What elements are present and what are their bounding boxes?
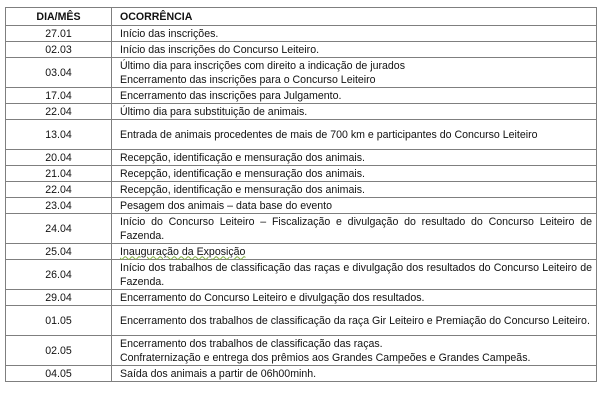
occurrence-text: Confraternização e entrega dos prêmios aos Grandes Campeões e Grandes Campeãs.	[120, 351, 531, 364]
row-date: 02.03	[6, 42, 112, 58]
table-row	[6, 366, 597, 382]
row-date: 25.04	[6, 244, 112, 260]
occurrence-text: Inauguração da Exposição	[120, 245, 246, 258]
row-occurrence	[112, 42, 597, 58]
row-occurrence	[112, 214, 597, 244]
table-row	[6, 88, 597, 104]
date-column-header: DIA/MÊS	[6, 8, 112, 26]
table-row	[6, 120, 597, 150]
table-row	[6, 306, 597, 336]
table-row	[6, 150, 597, 166]
occurrence-text: Início do Concurso Leiteiro – Fiscalização e divulgação do resultado do Concurso Leiteiro de Fazenda.	[120, 215, 592, 242]
row-occurrence	[112, 166, 597, 182]
row-date: 04.05	[6, 366, 112, 382]
row-occurrence	[112, 244, 597, 260]
row-date: 21.04	[6, 166, 112, 182]
row-occurrence	[112, 290, 597, 306]
table-row	[6, 260, 597, 290]
occurrence-text: Encerramento dos trabalhos de classificação da raça Gir Leiteiro e Premiação do Concurso Leiteiro.	[120, 314, 590, 327]
table-row	[6, 26, 597, 42]
row-date: 03.04	[6, 58, 112, 88]
row-occurrence	[112, 260, 597, 290]
row-date: 27.01	[6, 26, 112, 42]
row-date: 22.04	[6, 182, 112, 198]
table-header-row	[6, 8, 597, 26]
row-occurrence	[112, 366, 597, 382]
table-row	[6, 42, 597, 58]
occurrence-text: Encerramento dos trabalhos de classificação das raças.	[120, 337, 383, 350]
row-date: 24.04	[6, 214, 112, 244]
row-occurrence	[112, 182, 597, 198]
table-row	[6, 104, 597, 120]
row-date: 17.04	[6, 88, 112, 104]
occurrence-text: Encerramento das inscrições para o Concurso Leiteiro	[120, 73, 376, 86]
occurrence-text: Pesagem dos animais – data base do evento	[120, 199, 333, 212]
table-row	[6, 58, 597, 88]
occurrence-text: Início das inscrições.	[120, 27, 219, 40]
row-date: 13.04	[6, 120, 112, 150]
row-occurrence	[112, 104, 597, 120]
occurrence-text: Recepção, identificação e mensuração dos animais.	[120, 151, 365, 164]
schedule-document	[5, 7, 596, 382]
table-row	[6, 290, 597, 306]
row-date: 26.04	[6, 260, 112, 290]
row-date: 29.04	[6, 290, 112, 306]
row-occurrence	[112, 58, 597, 88]
row-occurrence	[112, 88, 597, 104]
row-date: 22.04	[6, 104, 112, 120]
occurrence-text: Último dia para inscrições com direito a indicação de jurados	[120, 59, 405, 72]
occurrence-text: Entrada de animais procedentes de mais de 700 km e participantes do Concurso Leiteiro	[120, 128, 538, 141]
occurrence-column-header: OCORRÊNCIA	[112, 8, 597, 26]
occurrence-text: Recepção, identificação e mensuração dos animais.	[120, 167, 365, 180]
occurrence-text: Encerramento das inscrições para Julgamento.	[120, 89, 342, 102]
schedule-table	[5, 7, 597, 382]
occurrence-text: Recepção, identificação e mensuração dos animais.	[120, 183, 365, 196]
table-row	[6, 198, 597, 214]
row-occurrence	[112, 306, 597, 336]
occurrence-text: Último dia para substituição de animais.	[120, 105, 308, 118]
row-occurrence	[112, 120, 597, 150]
occurrence-text: Saída dos animais a partir de 06h00minh.	[120, 367, 317, 380]
row-date: 01.05	[6, 306, 112, 336]
occurrence-text: Início dos trabalhos de classificação das raças e divulgação dos resultados do Concurso Leiteiro de Fazenda.	[120, 261, 592, 288]
table-row	[6, 336, 597, 366]
row-occurrence	[112, 150, 597, 166]
occurrence-text: Encerramento do Concurso Leiteiro e divulgação dos resultados.	[120, 291, 425, 304]
row-date: 23.04	[6, 198, 112, 214]
table-row	[6, 244, 597, 260]
table-row	[6, 182, 597, 198]
row-occurrence	[112, 198, 597, 214]
table-row	[6, 214, 597, 244]
row-date: 02.05	[6, 336, 112, 366]
occurrence-text: Início das inscrições do Concurso Leiteiro.	[120, 43, 320, 56]
row-date: 20.04	[6, 150, 112, 166]
table-row	[6, 166, 597, 182]
row-occurrence	[112, 336, 597, 366]
row-occurrence	[112, 26, 597, 42]
